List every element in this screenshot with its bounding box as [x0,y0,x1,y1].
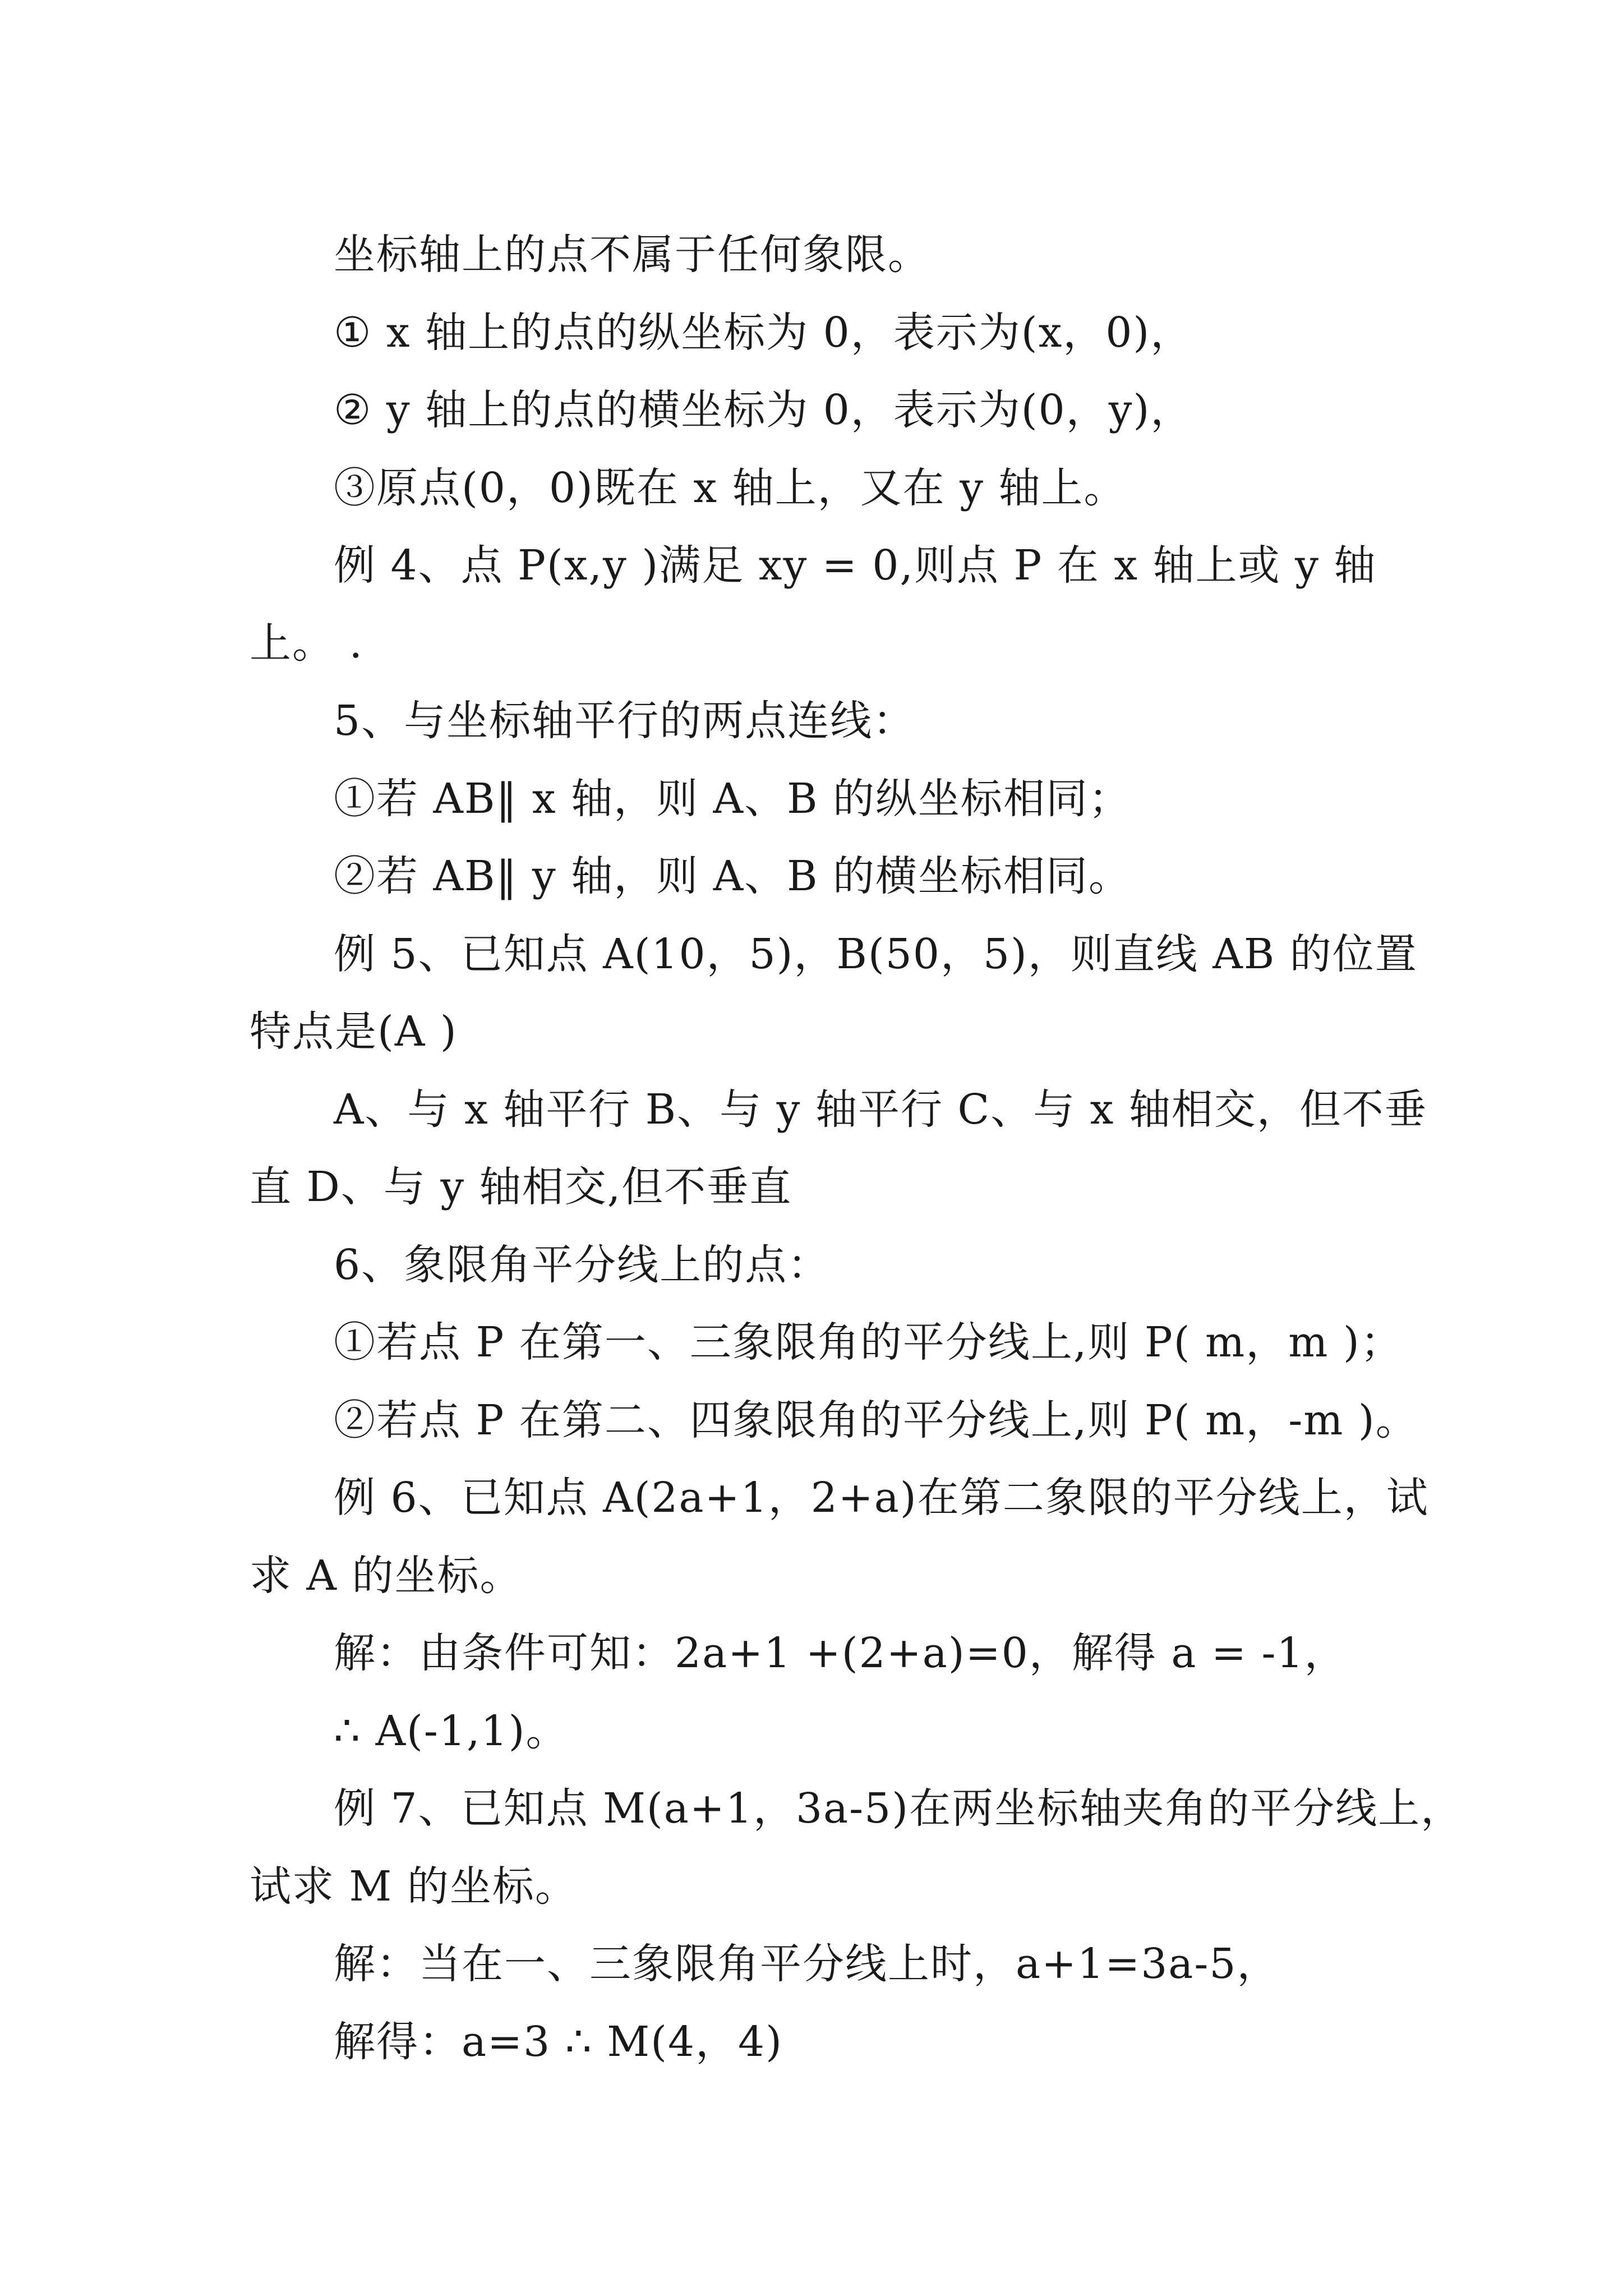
section-heading: 5、与坐标轴平行的两点连线： [334,697,916,745]
text-line: 解得：a=3 ∴ M(4，4) [334,2017,783,2066]
text-line: 例 7、已知点 M(a+1，3a-5)在两坐标轴夹角的平分线上， [334,1784,1464,1833]
text-line: 解：当在一、三象限角平分线上时，a+1=3a-5， [334,1940,1280,1988]
text-line: 试求 M 的坐标。 [250,1862,578,1911]
text-line: 解：由条件可知：2a+1 +(2+a)=0，解得 a = -1， [334,1629,1347,1677]
text-line: ②若 AB‖ y 轴，则 A、B 的横坐标相同。 [334,852,1132,900]
text-line: ① x 轴上的点的纵坐标为 0，表示为(x，0)， [334,308,1193,357]
text-line: A、与 x 轴平行 B、与 y 轴平行 C、与 x 轴相交，但不垂 [334,1085,1427,1134]
text-line: 上。 . [250,619,364,668]
text-line: ∴ A(-1,1)。 [334,1706,569,1755]
text-line: ② y 轴上的点的横坐标为 0，表示为(0，y)， [334,386,1193,434]
text-line: 特点是(A ) [250,1007,458,1056]
text-line: 例 4、点 P(x,y )满足 xy = 0,则点 P 在 x 轴上或 y 轴 [334,541,1377,590]
text-line: ③原点(0，0)既在 x 轴上，又在 y 轴上。 [334,463,1127,512]
text-line: ①若 AB‖ x 轴，则 A、B 的纵坐标相同； [334,774,1131,823]
section-heading: 6、象限角平分线上的点： [334,1240,831,1289]
document-body [250,216,1464,2081]
text-line: 例 6、已知点 A(2a+1，2+a)在第二象限的平分线上，试 [334,1474,1429,1522]
text-line: 例 5、已知点 A(10，5)，B(50，5)，则直线 AB 的位置 [334,930,1418,978]
text-line: 坐标轴上的点不属于任何象限。 [334,231,930,279]
text-line: 求 A 的坐标。 [250,1551,523,1600]
text-line: ①若点 P 在第一、三象限角的平分线上,则 P( m，m )； [334,1318,1403,1366]
text-line: ②若点 P 在第二、四象限角的平分线上,则 P( m，-m )。 [334,1396,1418,1444]
text-line: 直 D、与 y 轴相交,但不垂直 [250,1163,792,1211]
